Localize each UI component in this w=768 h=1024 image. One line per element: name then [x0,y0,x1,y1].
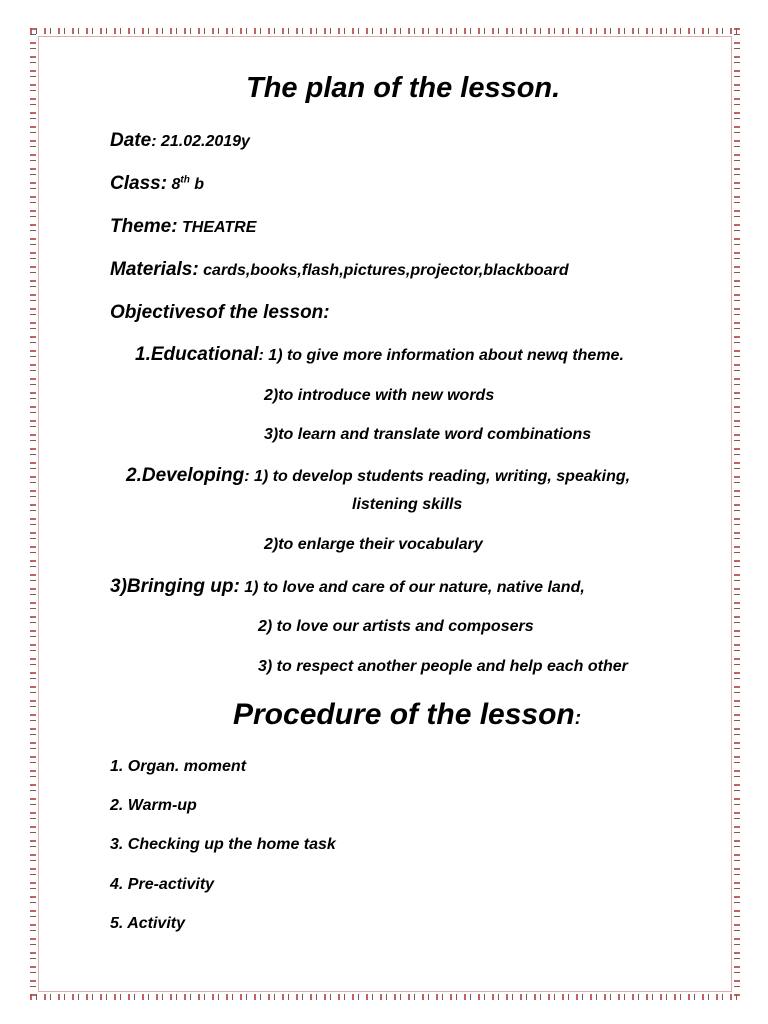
class-suffix: b [189,176,205,193]
objectives-heading: Objectivesof the lesson: [110,302,330,323]
educational-line [135,344,624,366]
procedure-step-3: 3. Checking up the home task [110,836,336,853]
bringing-item-2: 2) to love our artists and composers [258,618,534,635]
class-sup: th [180,174,190,186]
procedure-title: Procedure of the lesson [233,698,575,731]
date-value: : 21.02.2019y [151,133,250,150]
theme-label: Theme: [110,216,178,237]
theme-line [110,216,256,238]
developing-item-2: 2)to enlarge their vocabulary [264,536,483,553]
developing-label: 2.Developing [126,465,245,486]
procedure-colon: : [574,708,582,729]
educational-item-3: 3)to learn and translate word combinations [264,426,592,443]
procedure-step-2: 2. Warm-up [110,797,197,814]
materials-value: cards,books,flash,pictures,projector,blackboard [203,262,569,279]
developing-item-1-cont: listening skills [352,496,463,513]
educational-item-2: 2)to introduce with new words [264,387,495,404]
procedure-step-1: 1. Organ. moment [110,758,247,775]
procedure-heading [233,698,581,732]
developing-item-1: : 1) to develop students reading, writing, speaking, [244,468,631,485]
procedure-step-4: 4. Pre-activity [110,876,215,893]
bringing-line [110,576,585,598]
page-title: The plan of the lesson. [246,72,561,104]
date-line [110,130,250,152]
class-line [110,173,204,195]
materials-line [110,259,569,281]
educational-item-1: : 1) to give more information about newq theme. [258,347,624,364]
bringing-item-3: 3) to respect another people and help each other [258,658,628,675]
educational-label: 1.Educational [135,344,259,365]
class-value: 8 [171,176,181,193]
bringing-label: 3)Bringing up: [110,576,240,597]
procedure-step-5: 5. Activity [110,915,185,932]
materials-label: Materials: [110,259,199,280]
theme-value: THEATRE [182,219,257,236]
bringing-item-1: 1) to love and care of our nature, native land, [244,579,585,596]
date-label: Date [110,130,152,151]
class-label: Class: [110,173,168,194]
developing-line [126,465,630,487]
